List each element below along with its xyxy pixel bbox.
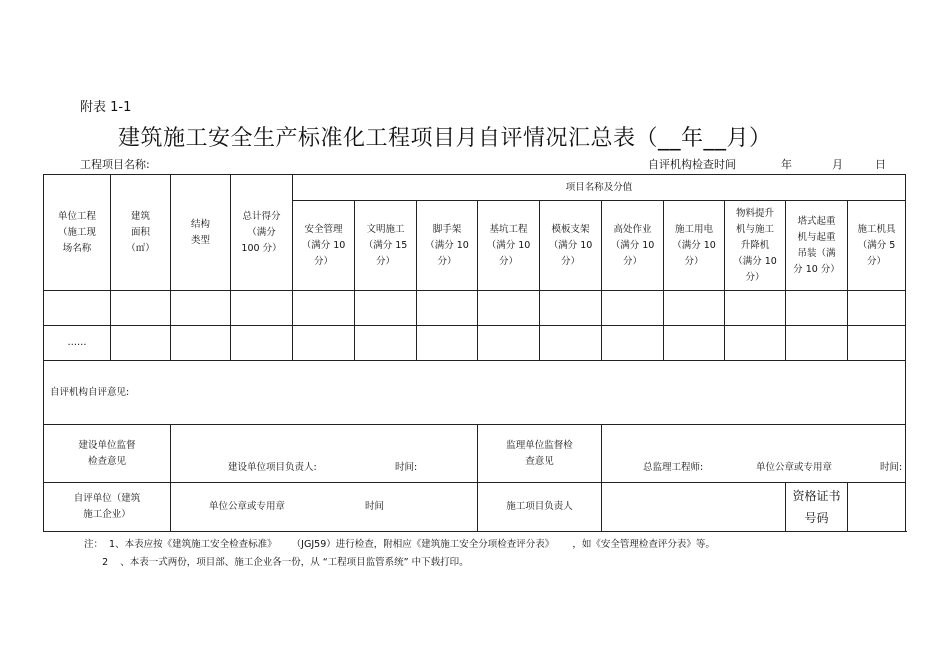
owner-supervision-label: 建设单位监督 检查意见 (44, 425, 171, 483)
month-label: 月 (832, 158, 843, 171)
owner-supervision-cell (171, 425, 478, 483)
item-foundation-pit: 基坑工程 （满分 10 分） (478, 201, 540, 291)
supervisor-seal-label: 单位公章或专用章 (756, 462, 833, 473)
note-1: 注： 1、本表应按《建筑施工安全检查标准》 （JGJ59）进行检查，附相应《建筑施工安全分项检查评分表》 ，如《安全管理检查评分表》等。 (84, 539, 715, 550)
table-row (44, 326, 906, 361)
chief-engineer-label: 总监理工程师: (643, 462, 704, 473)
appendix-label: 附表 1-1 (80, 100, 132, 115)
ellipsis-cell: …… (44, 326, 111, 361)
item-safety-mgmt: 安全管理 （满分 10 分） (293, 201, 355, 291)
project-leader-label: 施工项目负责人 (478, 483, 602, 532)
note-2: 2 、本表一式两份，项目部、施工企业各一份，从 “工程项目监管系统” 中下载打印。 (84, 557, 469, 568)
item-machinery: 施工机具 （满分 5 分） (848, 201, 906, 291)
owner-manager-label: 建设单位项目负责人: (228, 462, 317, 473)
supervisor-label: 监理单位监督检 查意见 (478, 425, 602, 483)
supervisor-cell (602, 425, 906, 483)
item-formwork: 模板支架 （满分 10 分） (540, 201, 602, 291)
year-label: 年 (781, 158, 792, 171)
notes (84, 536, 715, 572)
self-seal-label: 单位公章或专用章 (209, 501, 286, 512)
project-name-label: 工程项目名称: (80, 158, 150, 171)
header-unit: 单位工程 （施工现 场名称 (44, 175, 111, 291)
item-civil-construction: 文明施工 （满分 15 分） (355, 201, 417, 291)
self-opinion-cell (44, 361, 906, 425)
supervisor-time-label: 时间: (880, 462, 903, 473)
item-electricity: 施工用电 （满分 10 分） (664, 201, 725, 291)
header-total: 总计得分 （满分 100 分） (231, 175, 293, 291)
cert-value-cell (848, 483, 906, 532)
item-hoist: 物料提升 机与施工 升降机 （满分 10 分） (725, 201, 786, 291)
summary-table (43, 174, 906, 532)
self-unit-cell (171, 483, 478, 532)
item-high-work: 高处作业 （满分 10 分） (602, 201, 664, 291)
day-label: 日 (875, 158, 886, 171)
header-area: 建筑 面积 （㎡） (111, 175, 171, 291)
self-time-label: 时间 (365, 501, 385, 512)
project-leader-cell (602, 483, 786, 532)
review-time-line (648, 156, 886, 172)
owner-time-label: 时间: (395, 462, 418, 473)
cert-label: 资格证书 号码 (786, 483, 848, 532)
self-unit-label: 自评单位（建筑 施工企业） (44, 483, 171, 532)
item-crane: 塔式起重 机与起重 吊装（满 分 10 分） (786, 201, 848, 291)
item-scaffold: 脚手架 （满分 10 分） (417, 201, 478, 291)
page-title: 建筑施工安全生产标准化工程项目月自评情况汇总表（__年__月） (118, 126, 772, 151)
table-row (44, 291, 906, 326)
items-header: 项目名称及分值 (293, 175, 906, 201)
header-structure: 结构 类型 (171, 175, 231, 291)
review-time-label: 自评机构检查时间 (648, 158, 736, 171)
self-opinion-label: 自评机构自评意见: (50, 386, 130, 398)
